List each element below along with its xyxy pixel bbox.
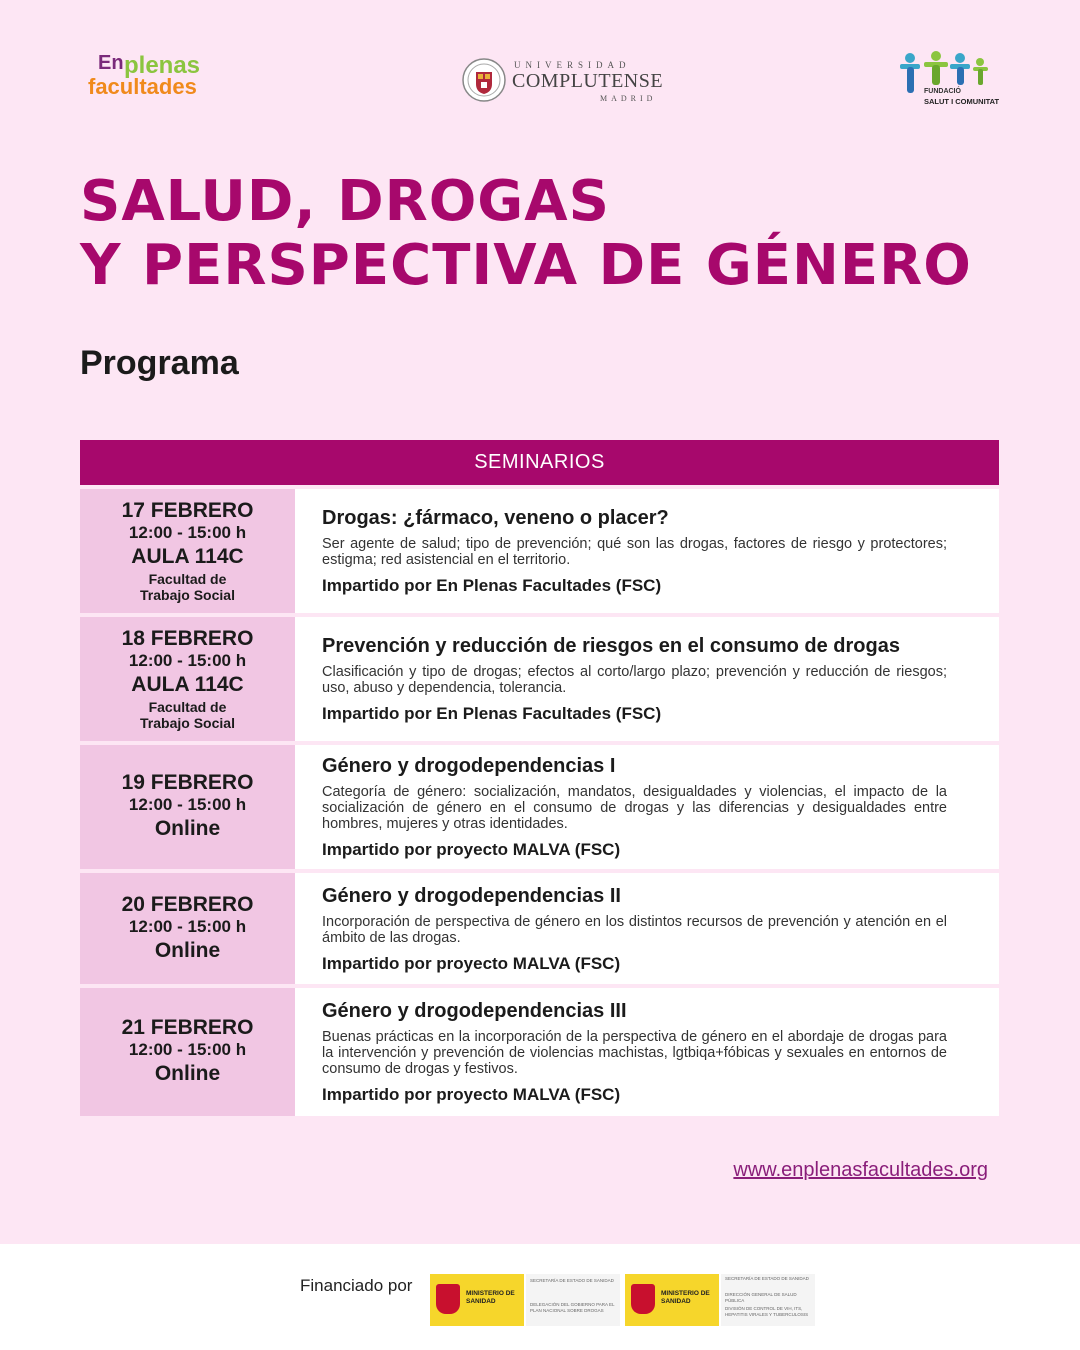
table-row xyxy=(80,988,999,1116)
session-instructor: Impartido por proyecto MALVA (FSC) xyxy=(322,840,621,859)
session-instructor: Impartido por En Plenas Facultades (FSC) xyxy=(322,704,662,723)
date-cell xyxy=(80,988,295,1116)
program-subtitle: Programa xyxy=(80,344,239,382)
session-title: Género y drogodependencias II xyxy=(322,884,621,907)
table-row xyxy=(80,617,999,741)
session-day: 21 FEBRERO xyxy=(121,1016,254,1039)
session-day: 19 FEBRERO xyxy=(121,771,254,794)
session-place: AULA 114C xyxy=(131,673,244,696)
ministry-logo-1 xyxy=(430,1274,620,1326)
ministry-label: MINISTERIO DE SANIDAD xyxy=(466,1290,515,1305)
title-line-1: SALUD, DROGAS xyxy=(80,169,610,234)
session-description: Ser agente de salud; tipo de prevención; qué son las drogas, factores de riesgo y protectores; estigma; red asistencial en el territorio. xyxy=(322,536,947,568)
fsc-line1: FUNDACIÓ xyxy=(924,88,961,95)
session-content xyxy=(295,489,999,613)
session-day: 18 FEBRERO xyxy=(121,627,254,650)
session-time: 12:00 - 15:00 h xyxy=(128,651,247,670)
session-instructor: Impartido por proyecto MALVA (FSC) xyxy=(322,1085,621,1104)
seminars-table xyxy=(80,440,999,1116)
session-title: Prevención y reducción de riesgos en el consumo de drogas xyxy=(322,635,900,657)
ministry-label: MINISTERIO DE SANIDAD xyxy=(661,1290,710,1305)
session-faculty-line1: Facultad de xyxy=(148,571,227,587)
table-row xyxy=(80,873,999,984)
session-content xyxy=(295,617,999,741)
spain-crest-icon xyxy=(631,1284,655,1314)
session-title: Género y drogodependencias III xyxy=(322,1000,627,1022)
session-faculty-line2: Trabajo Social xyxy=(140,587,235,603)
date-cell xyxy=(80,489,295,613)
date-cell xyxy=(80,745,295,869)
session-title: Drogas: ¿fármaco, veneno o placer? xyxy=(322,507,669,529)
ministry-detail: SECRETARÍA DE ESTADO DE SANIDAD xyxy=(530,1278,614,1283)
table-row xyxy=(80,489,999,613)
session-instructor: Impartido por En Plenas Facultades (FSC) xyxy=(322,576,662,595)
date-cell xyxy=(80,873,295,984)
session-content xyxy=(295,873,999,984)
ministry-logo-2 xyxy=(625,1274,815,1326)
session-content xyxy=(295,988,999,1116)
ucm-seal-icon xyxy=(462,56,506,104)
ministry-detail: SECRETARÍA DE ESTADO DE SANIDAD xyxy=(725,1276,809,1281)
session-instructor: Impartido por proyecto MALVA (FSC) xyxy=(322,953,621,973)
session-time: 12:00 - 15:00 h xyxy=(128,916,247,936)
website-link[interactable]: www.enplenasfacultades.org xyxy=(733,1159,988,1181)
session-time: 12:00 - 15:00 h xyxy=(128,795,247,814)
ministry-detail: DIVISIÓN DE CONTROL DE VIH, ITS, HEPATITIS VIRALES Y TUBERCULOSIS xyxy=(725,1306,809,1317)
date-cell xyxy=(80,617,295,741)
fsc-logo xyxy=(896,48,1006,112)
page-title xyxy=(80,170,972,298)
session-place: Online xyxy=(154,1062,221,1085)
session-description: Clasificación y tipo de drogas; efectos al corto/largo plazo; prevención y reducción de riesgos; uso, abuso y dependencia, tolerancia. xyxy=(322,664,947,696)
table-row xyxy=(80,745,999,869)
ministry-detail: DIRECCIÓN GENERAL DE SALUD PÚBLICA xyxy=(725,1292,797,1303)
footer xyxy=(0,1244,1080,1350)
session-title: Género y drogodependencias I xyxy=(322,755,616,777)
spain-crest-icon xyxy=(436,1284,460,1314)
ucm-line1: UNIVERSIDAD xyxy=(514,60,631,70)
session-time: 12:00 - 15:00 h xyxy=(128,523,247,542)
session-time: 12:00 - 15:00 h xyxy=(128,1040,247,1059)
ucm-line2: COMPLUTENSE xyxy=(512,70,664,92)
session-day: 17 FEBRERO xyxy=(121,499,254,522)
logo-text-en: En xyxy=(98,52,124,74)
session-faculty-line2: Trabajo Social xyxy=(140,715,235,731)
fsc-line2: SALUT I COMUNITAT xyxy=(924,97,1000,106)
ucm-line3: MADRID xyxy=(600,94,657,103)
title-line-2: Y PERSPECTIVA DE GÉNERO xyxy=(80,233,972,298)
session-faculty-line1: Facultad de xyxy=(148,699,227,715)
session-place: Online xyxy=(154,817,221,840)
logo-text-plenas: plenas xyxy=(124,52,201,79)
financed-by-label: Financiado por xyxy=(300,1276,413,1295)
enplenasfacultades-logo xyxy=(88,52,228,102)
ucm-logo xyxy=(462,56,662,106)
session-day: 20 FEBRERO xyxy=(121,892,254,916)
session-content xyxy=(295,745,999,869)
session-description: Incorporación de perspectiva de género en los distintos recursos de prevención y atención en el ámbito de las drogas. xyxy=(322,913,947,946)
table-heading: SEMINARIOS xyxy=(80,440,999,485)
session-description: Categoría de género: socialización, mandatos, desigualdades y violencias, el impacto de la socialización de género en el consumo de drogas y las diferencias y desigualdades entre hombres, mujeres y otras identidades. xyxy=(322,784,947,832)
ministry-detail: DELEGACIÓN DEL GOBIERNO PARA EL PLAN NACIONAL SOBRE DROGAS xyxy=(530,1302,615,1313)
logo-text-facultades: facultades xyxy=(88,74,197,99)
session-place: AULA 114C xyxy=(131,545,244,568)
session-place: Online xyxy=(154,938,221,962)
session-description: Buenas prácticas en la incorporación de la perspectiva de género en el abordaje de drogas para la intervención y prevención de violencias machistas, lgtbiqa+fóbicas y sexuales en entornos de consumo de drogas y festivos. xyxy=(322,1029,947,1077)
